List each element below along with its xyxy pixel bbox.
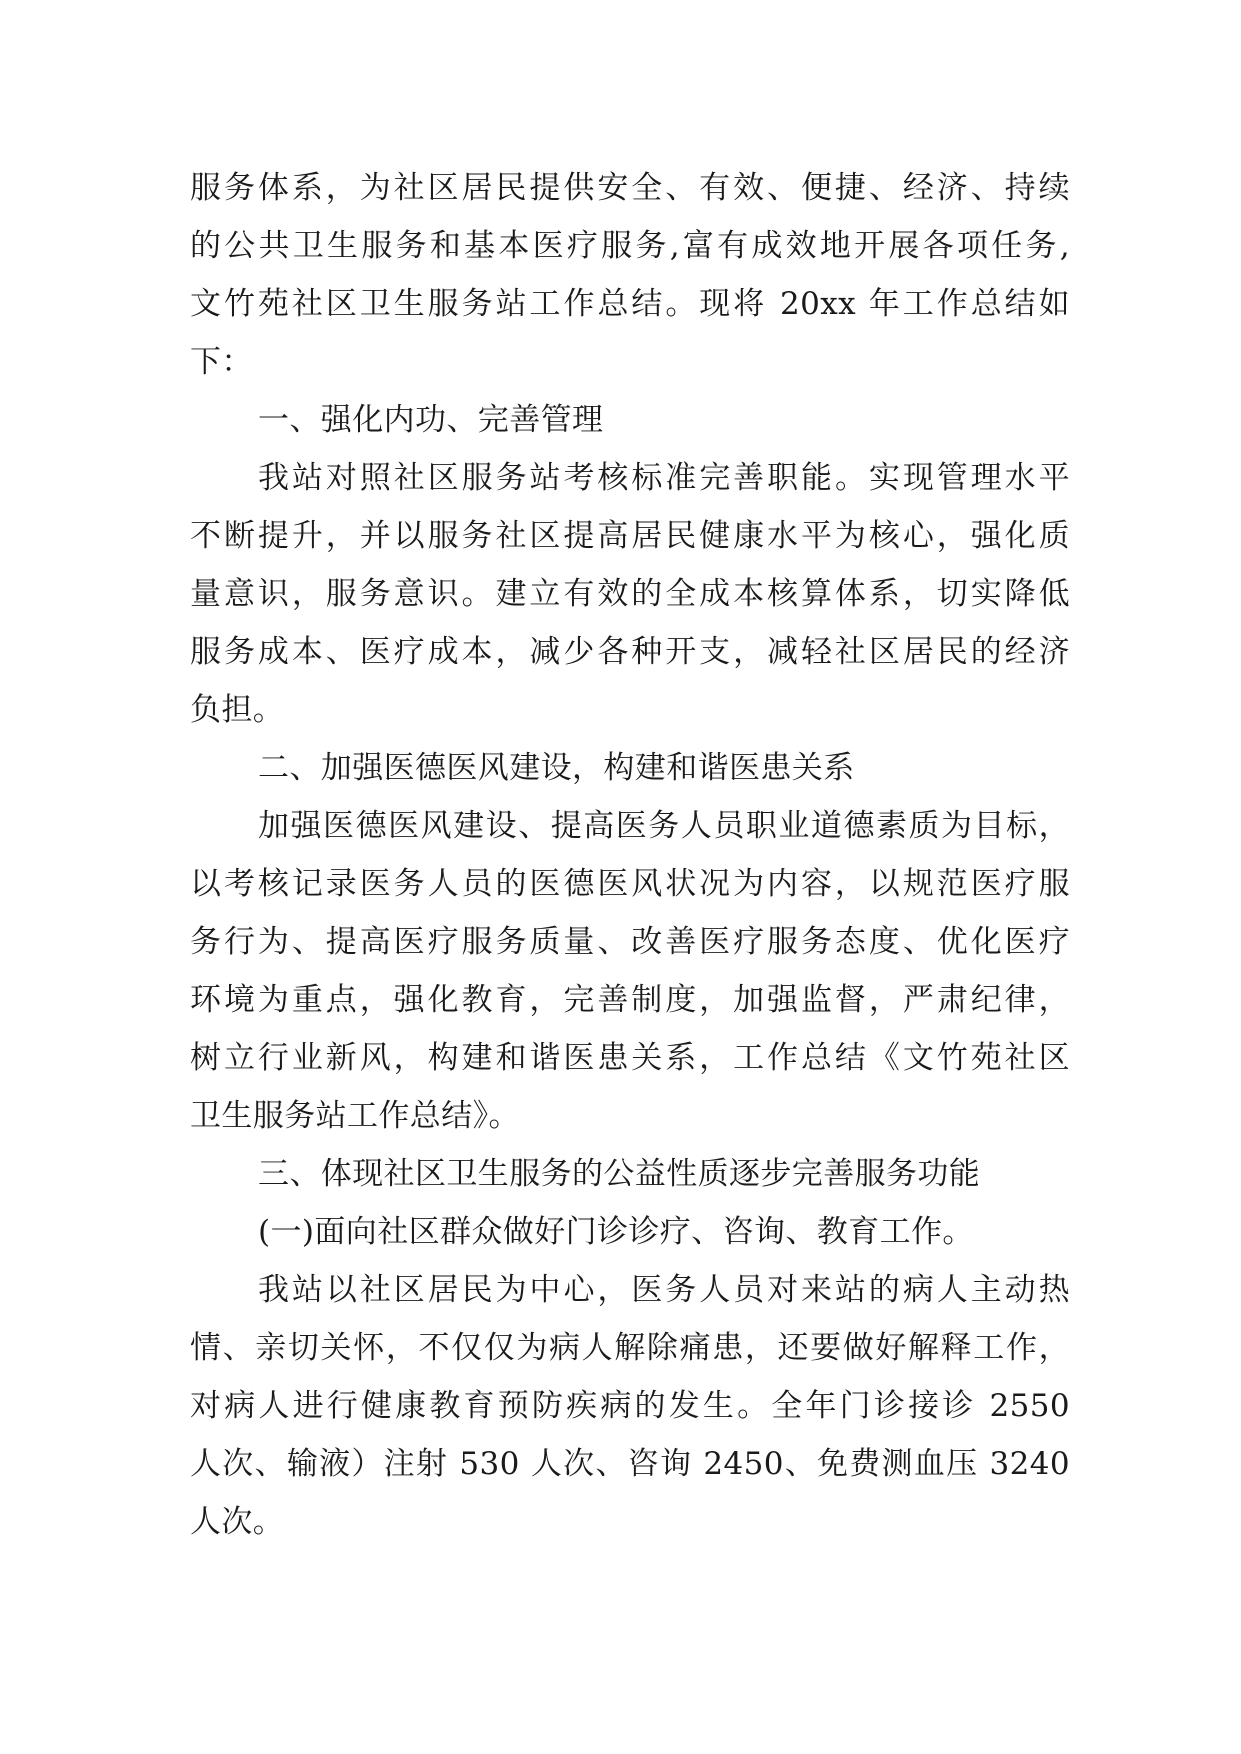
text-line: 下： — [190, 344, 253, 380]
text-line: 对病人进行健康教育预防疾病的发生。全年门诊接诊 2550 — [190, 1388, 1070, 1424]
text-line: 环境为重点，强化教育，完善制度，加强监督，严肃纪律， — [190, 982, 1070, 1018]
text-line: 树立行业新风，构建和谐医患关系，工作总结《文竹苑社区 — [190, 1040, 1070, 1076]
text-line: 文竹苑社区卫生服务站工作总结。现将 20xx 年工作总结如 — [190, 286, 1070, 322]
text-line: 以考核记录医务人员的医德医风状况为内容，以规范医疗服 — [190, 866, 1070, 902]
text-line: 我站以社区居民为中心，医务人员对来站的病人主动热 — [258, 1272, 1070, 1308]
text-line: 量意识，服务意识。建立有效的全成本核算体系，切实降低 — [190, 576, 1070, 612]
text-line: 人次、输液）注射 530 人次、咨询 2450、免费测血压 3240 — [190, 1446, 1070, 1482]
document-body — [190, 159, 1070, 1551]
text-line: 情、亲切关怀，不仅仅为病人解除痛患，还要做好解释工作， — [190, 1330, 1070, 1366]
text-line: 的公共卫生服务和基本医疗服务,富有成效地开展各项任务, — [190, 228, 1070, 264]
text-line: 我站对照社区服务站考核标准完善职能。实现管理水平 — [258, 460, 1070, 496]
text-line: 服务成本、医疗成本，减少各种开支，减轻社区居民的经济 — [190, 634, 1070, 670]
text-line: 务行为、提高医疗服务质量、改善医疗服务态度、优化医疗 — [190, 924, 1070, 960]
text-line: 人次。 — [190, 1504, 285, 1540]
text-line: 三、体现社区卫生服务的公益性质逐步完善服务功能 — [258, 1156, 981, 1192]
text-line: 服务体系，为社区居民提供安全、有效、便捷、经济、持续 — [190, 170, 1070, 206]
text-line: 二、加强医德医风建设，构建和谐医患关系 — [258, 750, 855, 786]
text-line: (一)面向社区群众做好门诊诊疗、咨询、教育工作。 — [258, 1214, 974, 1250]
text-line: 一、强化内功、完善管理 — [258, 402, 604, 438]
text-line: 加强医德医风建设、提高医务人员职业道德素质为目标， — [258, 808, 1070, 844]
text-line: 不断提升，并以服务社区提高居民健康水平为核心，强化质 — [190, 518, 1070, 554]
text-line: 卫生服务站工作总结》。 — [190, 1098, 520, 1134]
text-line: 负担。 — [190, 692, 285, 728]
